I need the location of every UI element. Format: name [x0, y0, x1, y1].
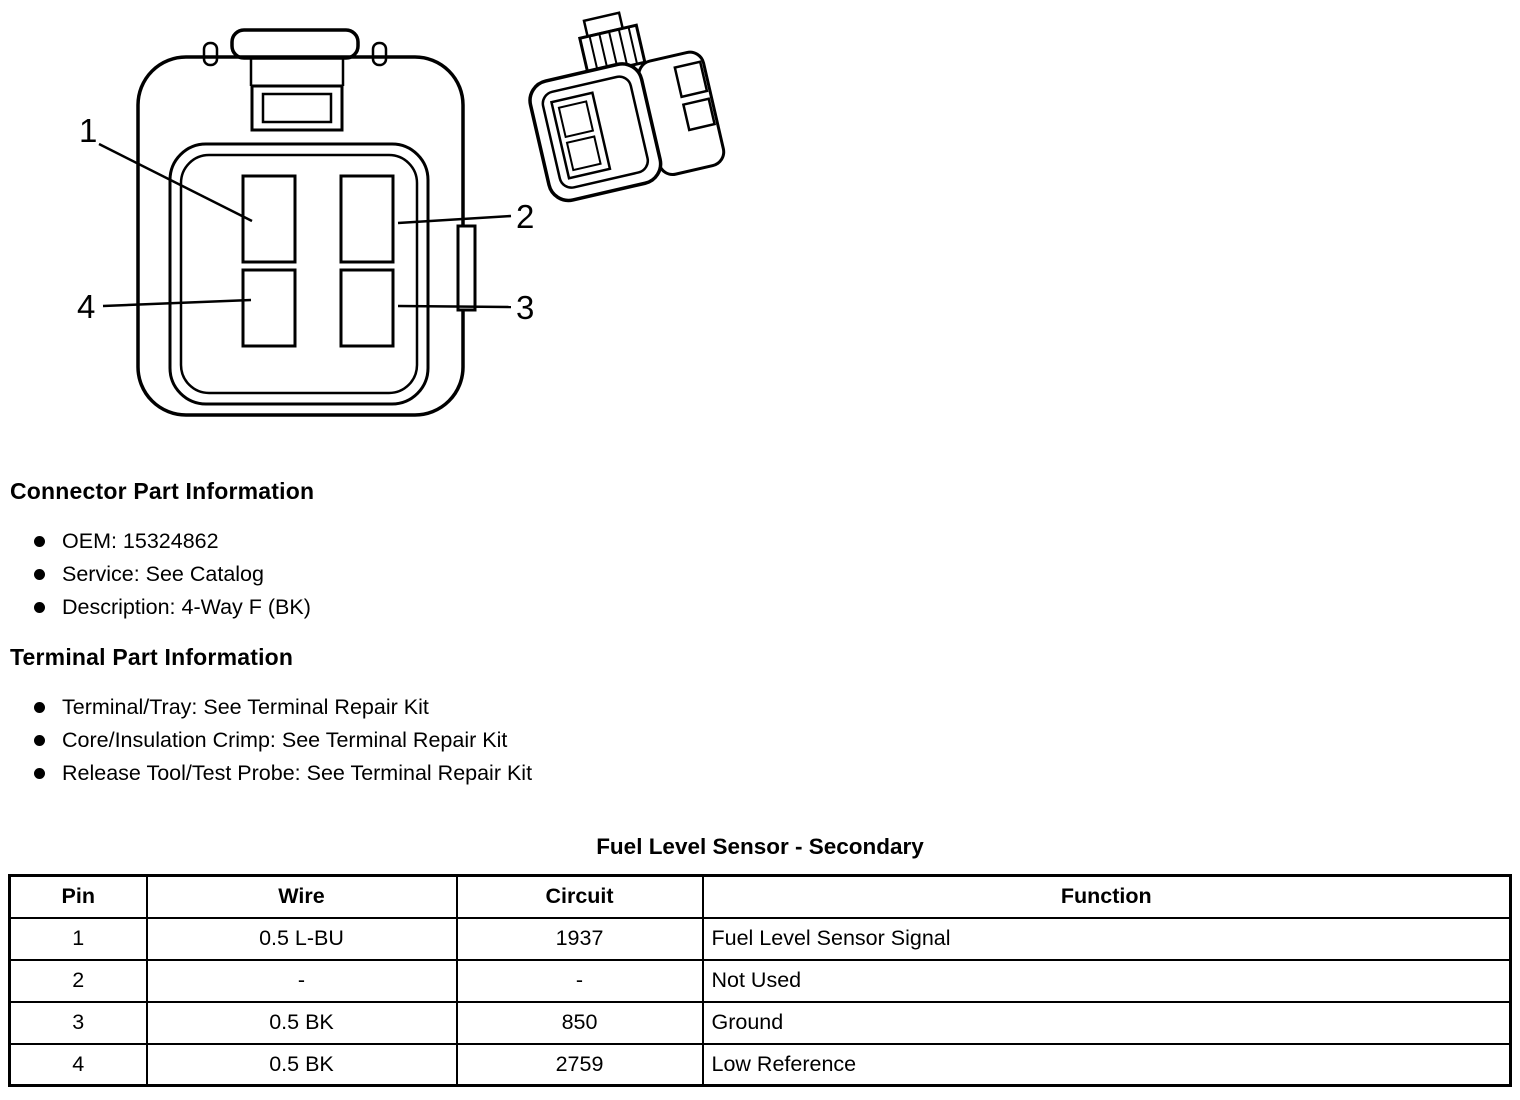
pinout-table	[8, 874, 1512, 1087]
cell-wire: 0.5 BK	[147, 1044, 457, 1086]
list-item-text: Terminal/Tray: See Terminal Repair Kit	[62, 695, 429, 719]
inner-frame-inner	[181, 155, 417, 393]
connector-views-drawing	[0, 0, 780, 458]
cell-pin: 2	[10, 960, 147, 1002]
connector-part-info-list	[0, 525, 1520, 624]
cell-circuit: 2759	[457, 1044, 703, 1086]
list-item	[0, 757, 1520, 790]
terminal-part-info-heading: Terminal Part Information	[10, 644, 294, 670]
table-row	[10, 1002, 1511, 1044]
bullet-icon	[34, 735, 45, 746]
list-item-text: Service: See Catalog	[62, 562, 264, 586]
list-item-text: OEM: 15324862	[62, 529, 219, 553]
bullet-icon	[34, 536, 45, 547]
cell-circuit: -	[457, 960, 703, 1002]
callout-line-3	[398, 306, 511, 307]
cell-circuit: 850	[457, 1002, 703, 1044]
pin-cavity-2	[341, 176, 393, 262]
table-row	[10, 918, 1511, 960]
side-view-rear-opening-1	[675, 62, 707, 97]
cell-function: Low Reference	[703, 1044, 1511, 1086]
callout-line-2	[398, 216, 511, 223]
list-item-text: Core/Insulation Crimp: See Terminal Repair Kit	[62, 728, 508, 752]
table-title: Fuel Level Sensor - Secondary	[596, 834, 924, 859]
list-item	[0, 691, 1520, 724]
cell-wire: 0.5 L-BU	[147, 918, 457, 960]
latch-window-outer	[252, 86, 342, 130]
latch-channel-lines	[251, 58, 343, 86]
pin-cavity-3	[341, 270, 393, 346]
pin-callout-lines	[99, 144, 511, 307]
connector-part-info-heading: Connector Part Information	[10, 478, 315, 504]
pin-label-1: 1	[79, 112, 98, 149]
side-view-latch-nub	[584, 13, 623, 37]
pin-label-3: 3	[516, 289, 535, 326]
connector-outer-body	[138, 57, 463, 415]
pin-label-2: 2	[516, 198, 535, 235]
column-header-function: Function	[703, 876, 1511, 918]
column-header-pin: Pin	[10, 876, 147, 918]
connector-side-view	[515, 0, 727, 204]
table-row	[10, 1044, 1511, 1086]
pin-label-4: 4	[77, 288, 96, 325]
list-item	[0, 525, 1520, 558]
table-row	[10, 960, 1511, 1002]
connector-diagram	[0, 0, 1520, 458]
latch-window-inner	[263, 94, 331, 122]
list-item-text: Description: 4-Way F (BK)	[62, 595, 311, 619]
bullet-icon	[34, 602, 45, 613]
cell-circuit: 1937	[457, 918, 703, 960]
bullet-icon	[34, 569, 45, 580]
inner-frame-outer	[170, 144, 428, 404]
cell-function: Not Used	[703, 960, 1511, 1002]
list-item	[0, 558, 1520, 591]
bullet-icon	[34, 768, 45, 779]
list-item-text: Release Tool/Test Probe: See Terminal Repair Kit	[62, 761, 533, 785]
list-item	[0, 724, 1520, 757]
cell-pin: 4	[10, 1044, 147, 1086]
cell-pin: 3	[10, 1002, 147, 1044]
list-item	[0, 591, 1520, 624]
terminal-part-info-list	[0, 691, 1520, 790]
side-key-tab	[458, 226, 475, 310]
connector-top-bar	[232, 30, 358, 58]
pin-cavity-4	[243, 270, 295, 346]
cell-wire: 0.5 BK	[147, 1002, 457, 1044]
callout-line-4	[103, 300, 251, 306]
cell-wire: -	[147, 960, 457, 1002]
column-header-wire: Wire	[147, 876, 457, 918]
bullet-icon	[34, 702, 45, 713]
cell-function: Fuel Level Sensor Signal	[703, 918, 1511, 960]
side-view-rear-opening-2	[683, 99, 714, 130]
table-header-row	[10, 876, 1511, 918]
connector-left-slot	[204, 43, 217, 65]
cell-pin: 1	[10, 918, 147, 960]
cell-function: Ground	[703, 1002, 1511, 1044]
column-header-circuit: Circuit	[457, 876, 703, 918]
connector-right-slot	[373, 43, 386, 65]
